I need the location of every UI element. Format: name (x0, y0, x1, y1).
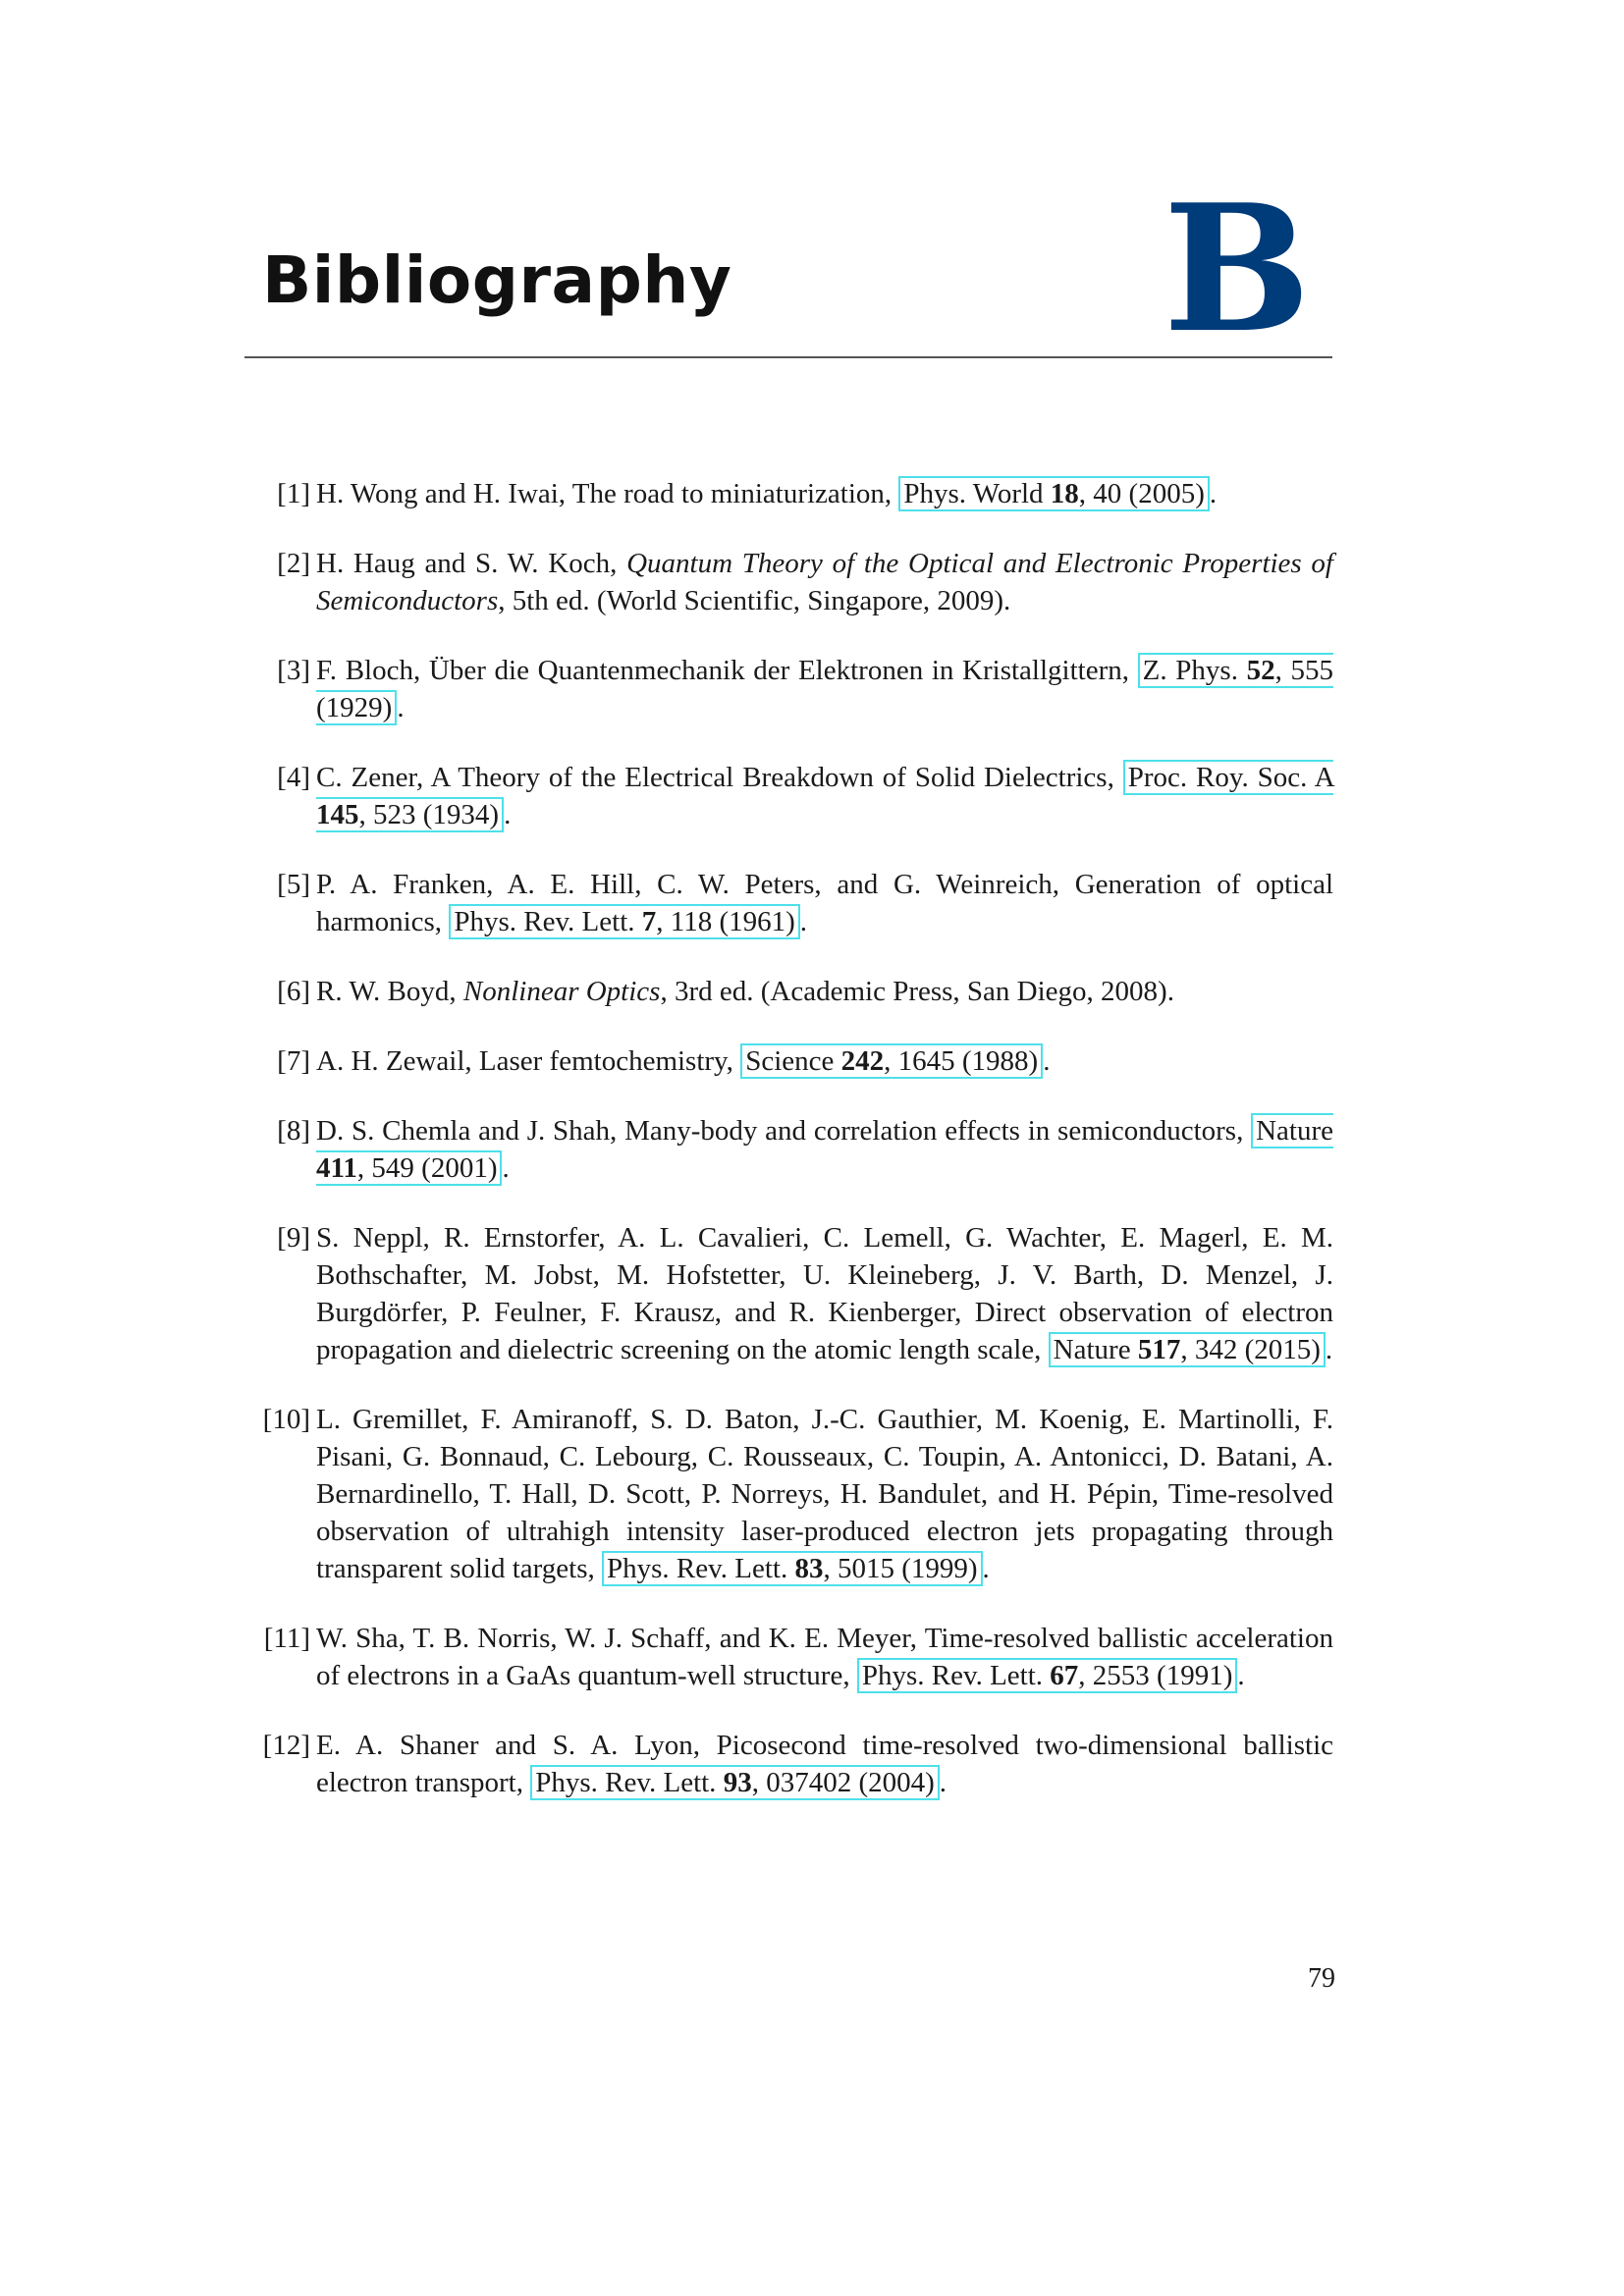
reference-item (253, 973, 1333, 1010)
journal-link[interactable] (740, 1043, 1043, 1079)
reference-authors: R. W. Boyd, (316, 976, 457, 1007)
journal-volume: 52 (1246, 655, 1275, 686)
journal-link[interactable] (898, 476, 1209, 511)
reference-number: [8] (277, 1115, 310, 1147)
journal-volume: 242 (840, 1045, 885, 1077)
journal-volume: 517 (1137, 1334, 1181, 1365)
page-number: 79 (1308, 1963, 1335, 1994)
chapter-title: Bibliography (262, 242, 732, 318)
reference-end-punctuation: . (1325, 1334, 1333, 1365)
reference-title: Laser femtochemistry, (478, 1045, 733, 1077)
chapter-header (244, 166, 1332, 371)
reference-item (253, 475, 1333, 512)
reference-title: Direct observation of electron propagation and dielectric screening on the atomic length scale, (316, 1297, 1334, 1365)
journal-pages-year: , 2553 (1991) (1078, 1660, 1233, 1691)
reference-end-punctuation: . (982, 1553, 990, 1584)
journal-volume: 411 (316, 1152, 357, 1184)
journal-pages-year: , 555 (1929) (316, 655, 1334, 723)
reference-title: The road to miniaturization, (571, 478, 893, 509)
reference-number: [7] (277, 1045, 310, 1077)
reference-publication: , 5th ed. (World Scientific, Singapore, 2009). (498, 585, 1011, 616)
journal-link[interactable] (602, 1551, 983, 1586)
journal-volume: 7 (641, 906, 657, 937)
journal-volume: 67 (1050, 1660, 1079, 1691)
journal-pages-year: , 5015 (1999) (823, 1553, 978, 1584)
reference-number: [4] (277, 762, 310, 793)
reference-end-punctuation: . (504, 799, 512, 830)
journal-name: Proc. Roy. Soc. A (1127, 762, 1334, 793)
journal-volume: 83 (794, 1553, 824, 1584)
journal-pages-year: , 1645 (1988) (884, 1045, 1039, 1077)
chapter-letter: B (1163, 166, 1311, 371)
reference-book-title: Quantum Theory of the Optical and Electronic Properties of Semiconductors (316, 548, 1333, 616)
journal-link[interactable] (857, 1658, 1238, 1693)
journal-name: Phys. Rev. Lett. (861, 1660, 1044, 1691)
reference-number: [6] (277, 976, 310, 1007)
reference-number: [10] (262, 1404, 310, 1435)
reference-end-punctuation: . (1043, 1045, 1051, 1077)
reference-number: [2] (277, 548, 310, 579)
journal-pages-year: , 523 (1934) (358, 799, 500, 830)
reference-authors: H. Wong and H. Iwai, (316, 478, 567, 509)
journal-name: Z. Phys. (1142, 655, 1238, 686)
reference-title: Time-resolved ballistic acceleration of electrons in a GaAs quantum-well structure, (316, 1623, 1333, 1691)
reference-authors: H. Haug and S. W. Koch, (316, 548, 618, 579)
journal-name: Science (745, 1045, 835, 1077)
journal-name: Nature (1256, 1115, 1334, 1147)
reference-end-punctuation: . (397, 692, 405, 723)
reference-item (253, 1401, 1333, 1587)
reference-title: Generation of optical harmonics, (316, 869, 1333, 937)
reference-publication: , 3rd ed. (Academic Press, San Diego, 2008). (660, 976, 1174, 1007)
journal-name: Phys. World (903, 478, 1044, 509)
journal-link[interactable] (1049, 1332, 1326, 1367)
journal-volume: 93 (723, 1767, 752, 1798)
journal-pages-year: , 549 (2001) (356, 1152, 498, 1184)
journal-link[interactable] (449, 904, 799, 939)
reference-end-punctuation: . (799, 906, 808, 937)
journal-name: Nature (1053, 1334, 1131, 1365)
reference-authors: D. S. Chemla and J. Shah, (316, 1115, 618, 1147)
reference-item (253, 1112, 1333, 1187)
reference-end-punctuation: . (1209, 478, 1218, 509)
reference-authors: C. Zener, (316, 762, 424, 793)
reference-authors: A. H. Zewail, (316, 1045, 472, 1077)
journal-volume: 145 (316, 799, 359, 830)
reference-item (253, 759, 1333, 833)
reference-authors: P. A. Franken, A. E. Hill, C. W. Peters, and G. Weinreich, (316, 869, 1059, 900)
journal-name: Phys. Rev. Lett. (535, 1767, 717, 1798)
reference-item (253, 1620, 1333, 1694)
reference-authors: L. Gremillet, F. Amiranoff, S. D. Baton, J.-C. Gauthier, M. Koenig, E. Martinolli, F. Pisani, G. Bonnaud, C. Lebourg, C. Rousseaux, C. Toupin, A. Antonicci, D. Batani, A. Bernardinello, T. Hall, D. Scott, P. Norreys, H. Bandulet, and H. Pépin, (316, 1404, 1333, 1510)
reference-number: [1] (277, 478, 310, 509)
reference-end-punctuation: . (1237, 1660, 1245, 1691)
reference-authors: W. Sha, T. B. Norris, W. J. Schaff, and K. E. Meyer, (316, 1623, 918, 1654)
reference-authors: F. Bloch, (316, 655, 421, 686)
reference-item (253, 545, 1333, 619)
reference-item (253, 652, 1333, 726)
reference-end-punctuation: . (502, 1152, 510, 1184)
reference-title: Time-resolved observation of ultrahigh intensity laser-produced electron jets propagating through transparent solid targets, (316, 1478, 1333, 1584)
reference-title: A Theory of the Electrical Breakdown of Solid Dielectrics, (430, 762, 1114, 793)
reference-list (253, 475, 1333, 1834)
reference-authors: S. Neppl, R. Ernstorfer, A. L. Cavalieri, C. Lemell, G. Wachter, E. Magerl, E. M. Bothschafter, M. Jobst, M. Hofstetter, U. Kleineberg, J. V. Barth, D. Menzel, J. Burgdörfer, P. Feulner, F. Krausz, and R. Kienberger, (316, 1222, 1333, 1328)
reference-number: [11] (263, 1623, 310, 1654)
reference-authors: E. A. Shaner and S. A. Lyon, (316, 1730, 700, 1761)
journal-pages-year: , 037402 (2004) (751, 1767, 935, 1798)
reference-number: [5] (277, 869, 310, 900)
journal-volume: 18 (1050, 478, 1079, 509)
reference-title: Many-body and correlation effects in semiconductors, (624, 1115, 1244, 1147)
journal-pages-year: , 118 (1961) (656, 906, 795, 937)
journal-pages-year: , 342 (2015) (1180, 1334, 1321, 1365)
journal-name: Phys. Rev. Lett. (454, 906, 635, 937)
reference-title: Picosecond time-resolved two-dimensional ballistic electron transport, (316, 1730, 1334, 1798)
reference-item (253, 1219, 1333, 1368)
reference-item (253, 1042, 1333, 1080)
reference-item (253, 866, 1333, 940)
journal-pages-year: , 40 (2005) (1078, 478, 1205, 509)
reference-title: Über die Quantenmechanik der Elektronen in Kristallgittern, (428, 655, 1129, 686)
journal-name: Phys. Rev. Lett. (607, 1553, 788, 1584)
reference-number: [12] (262, 1730, 310, 1761)
reference-number: [9] (277, 1222, 310, 1254)
reference-end-punctuation: . (939, 1767, 947, 1798)
reference-item (253, 1727, 1333, 1801)
reference-number: [3] (277, 655, 310, 686)
reference-book-title: Nonlinear Optics (462, 976, 661, 1007)
journal-link[interactable] (530, 1765, 940, 1800)
